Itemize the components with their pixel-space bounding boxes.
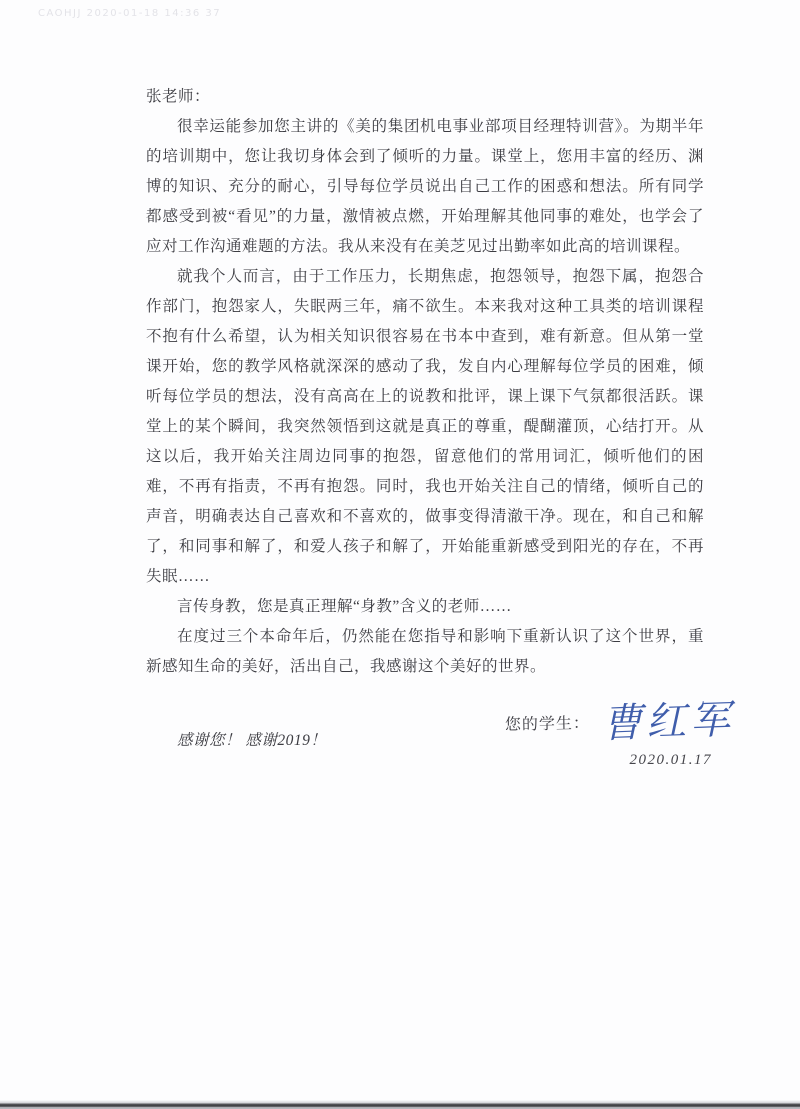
letter-paragraph-3: 言传身教，您是真正理解“身教”含义的老师…… xyxy=(177,598,512,615)
scan-edge-bottom xyxy=(0,1100,800,1109)
letter-paragraph-2: 就我个人而言，由于工作压力，长期焦虑，抱怨领导，抱怨下属，抱怨合作部门，抱怨家人，失眠两三年，痛不欲生。本来我对这种工具类的培训课程不抱有什么希望，认为相关知识很容易在书本中查到，难有新意。但从第一堂课开始，您的教学风格就深深的感动了我，发自内心理解每位学员的困难，倾听每位学员的想法，没有高高在上的说教和批评，课上课下气氛都很活跃。课堂上的某个瞬间，我突然领悟到这就是真正的尊重，醍醐灌顶，心结打开。从这以后，我开始关注周边同事的抱怨，留意他们的常用词汇，倾听他们的困难，不再有指责，不再有抱怨。同时，我也开始关注自己的情绪，倾听自己的声音，明确表达自己喜欢和不喜欢的，做事变得清澈干净。现在，和自己和解了，和同事和解了，和爱人孩子和解了，开始能重新感受到阳光的存在，不再失眠…… xyxy=(146,268,704,585)
scanner-timestamp-watermark: CAOHJJ 2020-01-18 14:36 37 xyxy=(38,8,222,19)
signature-date: 2020.01.17 xyxy=(629,752,712,768)
letter-paragraph-4: 在度过三个本命年后，仍然能在您指导和影响下重新认识了这个世界，重新感知生命的美好，活出自己，我感谢这个美好的世界。 xyxy=(146,628,704,675)
signature-name: 曹红军 xyxy=(601,696,735,747)
salutation: 张老师： xyxy=(146,88,211,105)
letter-paragraph-1: 很幸运能参加您主讲的《美的集团机电事业部项目经理特训营》。为期半年的培训期中，您让我切身体会到了倾听的力量。课堂上，您用丰富的经历、渊博的知识、充分的耐心，引导每位学员说出自己工作的困惑和想法。所有同学都感受到被“看见”的力量，激情被点燃，开始理解其他同事的难处，也学会了应对工作沟通难题的方法。我从来没有在美芝见过出勤率如此高的培训课程。 xyxy=(146,118,704,255)
thanks-line: 感谢您！ 感谢2019！ xyxy=(177,732,327,749)
letter-body xyxy=(146,82,704,756)
signature-label: 您的学生： xyxy=(504,715,591,734)
signature-block xyxy=(504,696,735,769)
